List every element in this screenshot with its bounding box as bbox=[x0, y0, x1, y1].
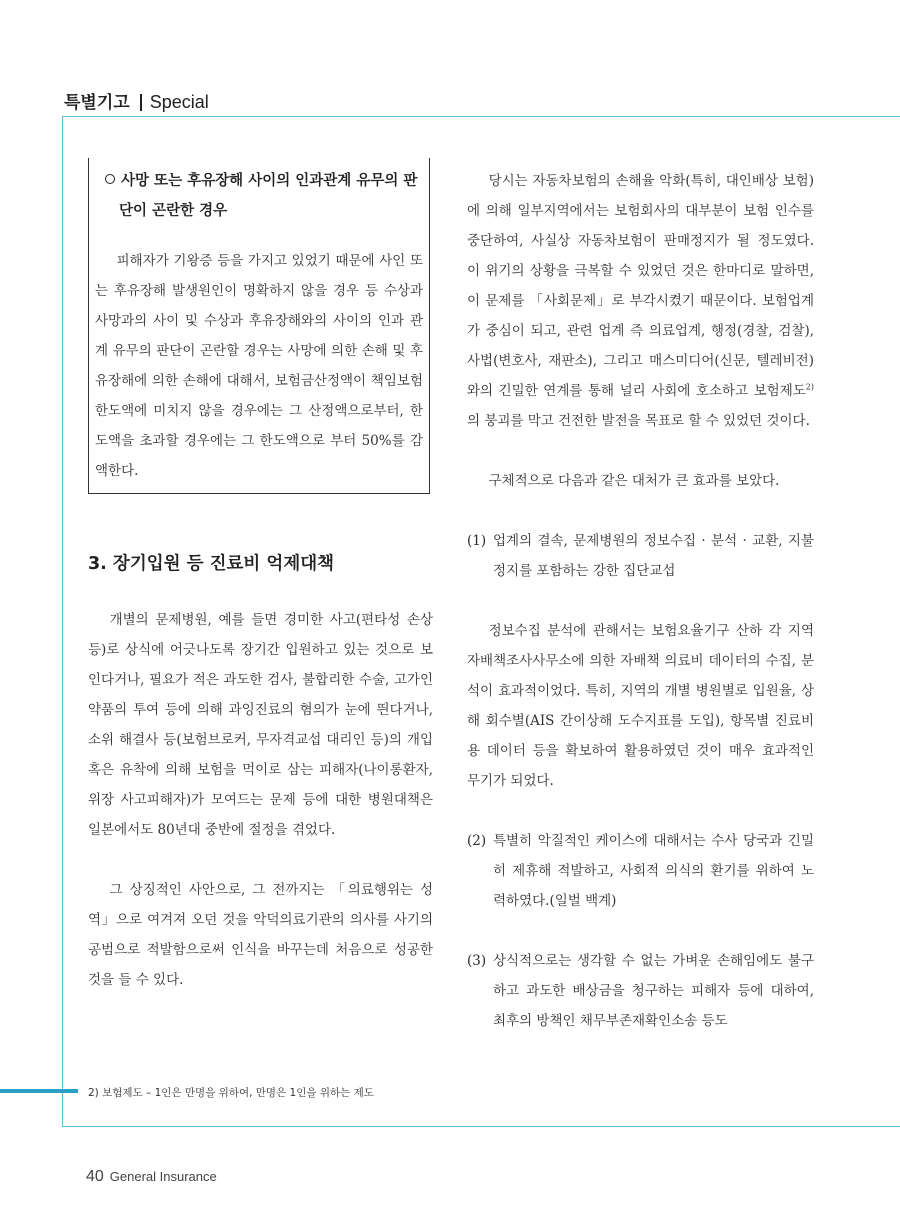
header-divider bbox=[140, 94, 142, 111]
list-item bbox=[467, 946, 814, 1036]
section-heading: 3. 장기입원 등 진료비 억제대책 bbox=[88, 554, 335, 574]
paragraph: 정보수집 분석에 관해서는 보험요율기구 산하 각 지역 자배책조사사무소에 의한 자배책 의료비 데이터의 수집, 분석이 효과적이었다. 특히, 지역의 개별 병원별로 입원율, 상해 회수별(AIS 간이상해 도수지표를 도입), 항목별 진료비용 데이터 등을 확보하여 활용하였던 것이 매우 효과적인 무기가 되었다. bbox=[467, 623, 814, 789]
paragraph: 구체적으로 다음과 같은 대처가 큰 효과를 보았다. bbox=[488, 473, 780, 489]
page-number: 40 bbox=[86, 1168, 104, 1185]
frame-left-rule bbox=[62, 116, 63, 1127]
section-label-korean: 특별기고 bbox=[64, 93, 130, 113]
paragraph: 그 상징적인 사안으로, 그 전까지는 「의료행위는 성역」으로 여겨져 오던 것을 악덕의료기관의 의사를 사기의 공범으로 적발함으로써 인식을 바꾸는데 처음으로 성공한 것을 들 수 있다. bbox=[88, 882, 433, 988]
right-column-body bbox=[467, 166, 814, 1036]
list-number: (2) bbox=[467, 833, 487, 849]
frame-bottom-rule bbox=[62, 1126, 900, 1127]
running-header bbox=[64, 88, 209, 113]
publication-title: General Insurance bbox=[109, 1169, 217, 1184]
list-item bbox=[467, 826, 814, 916]
footnote-ref: 2) bbox=[805, 382, 814, 392]
footnote-accent-bar bbox=[0, 1089, 78, 1093]
paragraph: 당시는 자동차보험의 손해율 악화(특히, 대인배상 보험)에 의해 일부지역에서는 보험회사의 대부분이 보험 인수를 중단하여, 사실상 자동차보험이 판매정지가 될 정도였다. 이 위기의 상황을 극복할 수 있었던 것은 한마디로 말하면, 이 문제를 「사회문제」로 부각시켰기 때문이다. 보험업계가 중심이 되고, 관련 업계 즉 의료업계, 행정(경찰, 검찰), 사법(변호사, 재판소), 그리고 매스미디어(신문, 텔레비전)와의 긴밀한 연계를 통해 널리 사회에 호소하고 보험제도$^{2)}$의 붕괴를 막고 건전한 발전을 목표로 할 수 있었던 것이다. bbox=[467, 173, 814, 429]
footnote: 2) 보험제도 – 1인은 만명을 위하여, 만명은 1인을 위하는 제도 bbox=[88, 1087, 374, 1099]
list-text: 특별히 악질적인 케이스에 대해서는 수사 당국과 긴밀히 제휴해 적발하고, 사회적 의식의 환기를 위하여 노력하였다.(일벌 백계) bbox=[493, 833, 814, 909]
list-text: 업계의 결속, 문제병원의 정보수집 · 분석 · 교환, 지불 정지를 포함하는 강한 집단교섭 bbox=[493, 533, 814, 579]
section-label-english: Special bbox=[149, 92, 209, 112]
list-number: (1) bbox=[467, 533, 487, 549]
boxed-condition bbox=[88, 158, 430, 494]
list-number: (3) bbox=[467, 953, 487, 969]
list-item bbox=[467, 526, 814, 586]
page-folio bbox=[86, 1166, 217, 1186]
left-column-body bbox=[88, 605, 433, 995]
list-text: 상식적으로는 생각할 수 없는 가벼운 손해임에도 불구하고 과도한 배상금을 청구하는 피해자 등에 대하여, 최후의 방책인 채무부존재확인소송 등도 bbox=[493, 953, 814, 1029]
box-paragraph: 피해자가 기왕증 등을 가지고 있었기 때문에 사인 또는 후유장해 발생원인이 명확하지 않을 경우 등 수상과 사망과의 사이 및 수상과 후유장해와의 사이의 인과 관계 유무의 판단이 곤란할 경우는 사망에 의한 손해 및 후유장해에 의한 손해에 대해서, 보험금산정액이 책임보험 한도액에 미치지 않을 경우에는 그 산정액으로부터, 한도액을 초과할 경우에는 그 한도액으로 부터 50%를 감액한다. bbox=[95, 253, 423, 479]
paragraph: 개별의 문제병원, 예를 들면 경미한 사고(편타성 손상 등)로 상식에 어긋나도록 장기간 입원하고 있는 것으로 보인다거나, 필요가 적은 과도한 검사, 불합리한 수술, 고가인 약품의 투여 등에 의해 과잉진료의 혐의가 눈에 띈다거나, 소위 해결사 등(보험브로커, 무자격교섭 대리인 등)의 개입 혹은 유착에 의해 보험을 먹이로 삼는 피해자(나이롱환자, 위장 사고피해자)가 모여드는 문제 등에 대한 병원대책은 일본에서도 80년대 중반에 절정을 겪었다. bbox=[88, 612, 433, 838]
frame-top-rule bbox=[62, 116, 900, 117]
box-title: 사망 또는 후유장해 사이의 인과관계 유무의 판단이 곤란한 경우 bbox=[95, 166, 419, 226]
